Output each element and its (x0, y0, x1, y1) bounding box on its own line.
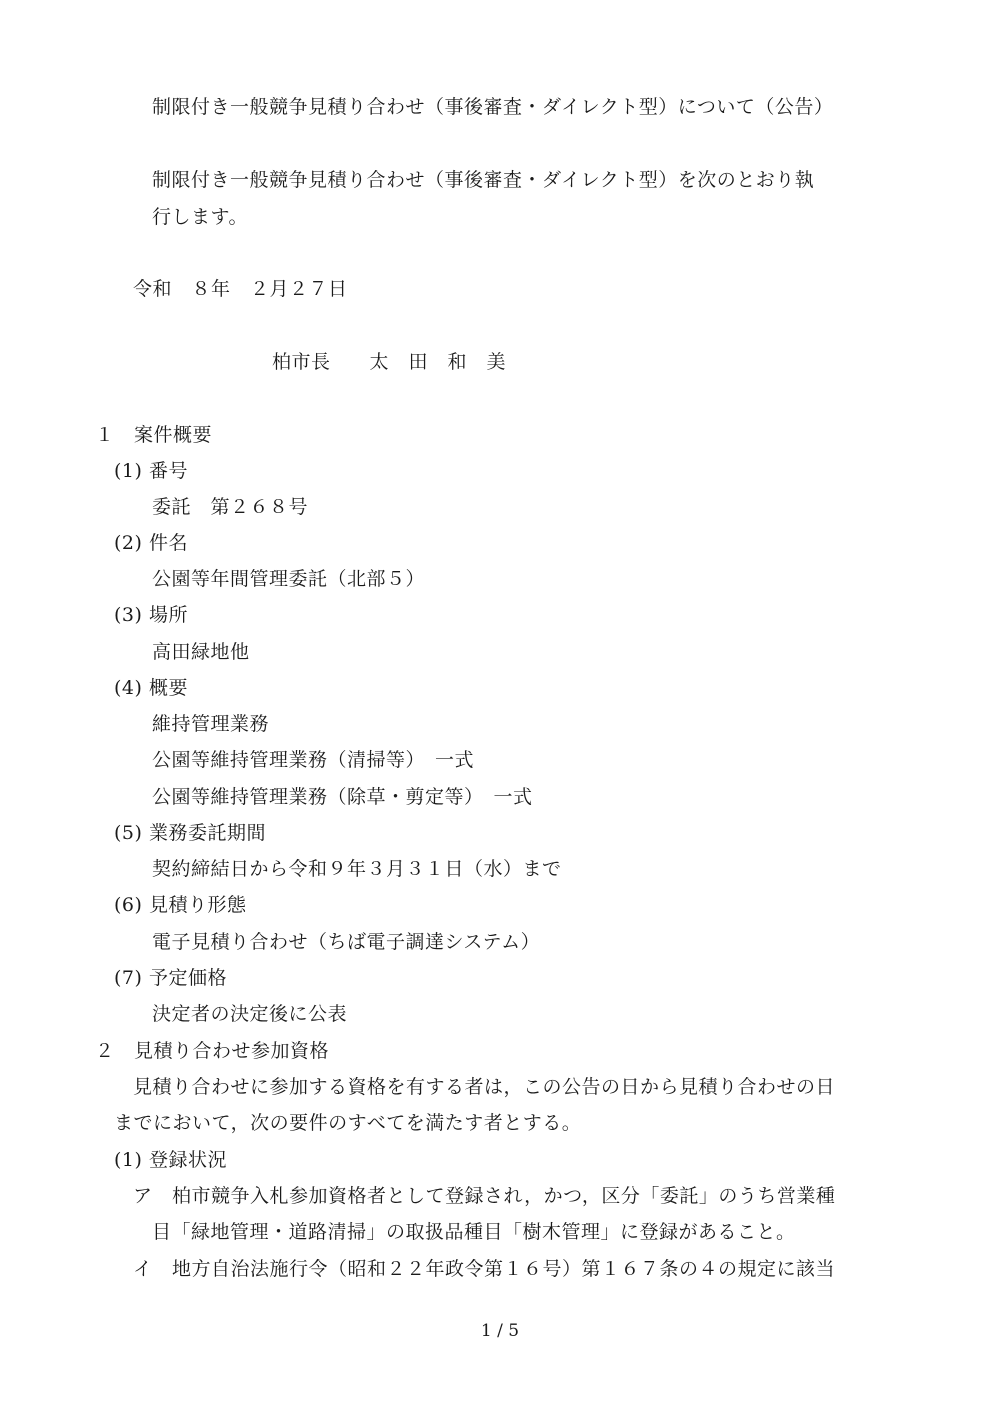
issuer-name: 柏市長 太 田 和 美 (272, 351, 507, 373)
item-5-label: (5) 業務委託期間 (114, 822, 266, 844)
item-6-label: (6) 見積り形態 (114, 894, 247, 916)
item-3-label: (3) 場所 (114, 604, 188, 626)
item-6-value: 電子見積り合わせ（ちば電子調達システム） (152, 931, 541, 953)
item-1-label: (1) 番号 (114, 460, 188, 482)
item-7-value: 決定者の決定後に公表 (152, 1003, 348, 1025)
requirement-i-line-1: イ 地方自治法施行令（昭和２２年政令第１６号）第１６７条の４の規定に該当 (133, 1258, 836, 1280)
item-4-label: (4) 概要 (114, 677, 188, 699)
section-2-heading: ２ 見積り合わせ参加資格 (95, 1040, 330, 1062)
page-number: 1 / 5 (480, 1321, 520, 1341)
section-1-heading: １ 案件概要 (95, 424, 213, 446)
intro-line-2: 行します。 (152, 206, 248, 228)
notice-title: 制限付き一般競争見積り合わせ（事後審査・ダイレクト型）について（公告） (152, 96, 834, 118)
item-4-value-3: 公園等維持管理業務（除草・剪定等） 一式 (152, 786, 533, 808)
item-7-label: (7) 予定価格 (114, 967, 227, 989)
item-1-value: 委託 第２６８号 (152, 496, 309, 518)
item-4-value-1: 維持管理業務 (152, 713, 270, 735)
intro-line-1: 制限付き一般競争見積り合わせ（事後審査・ダイレクト型）を次のとおり執 (152, 169, 815, 191)
requirement-a-line-1: ア 柏市競争入札参加資格者として登録され，かつ，区分「委託」のうち営業種 (133, 1185, 836, 1207)
notice-date: 令和 ８年 ２月２７日 (133, 278, 348, 300)
requirement-a-line-2: 目「緑地管理・道路清掃」の取扱品種目「樹木管理」に登録があること。 (152, 1221, 796, 1243)
section-2-para-1: 見積り合わせに参加する資格を有する者は，この公告の日から見積り合わせの日 (133, 1076, 836, 1098)
section-2-sub-1: (1) 登録状況 (114, 1149, 227, 1171)
item-4-value-2: 公園等維持管理業務（清掃等） 一式 (152, 749, 475, 771)
item-2-value: 公園等年間管理委託（北部５） (152, 568, 426, 590)
item-2-label: (2) 件名 (114, 532, 188, 554)
item-5-value: 契約締結日から令和９年３月３１日（水）まで (152, 858, 562, 880)
item-3-value: 高田緑地他 (152, 641, 250, 663)
section-2-para-2: までにおいて，次の要件のすべてを満たす者とする。 (114, 1112, 582, 1134)
